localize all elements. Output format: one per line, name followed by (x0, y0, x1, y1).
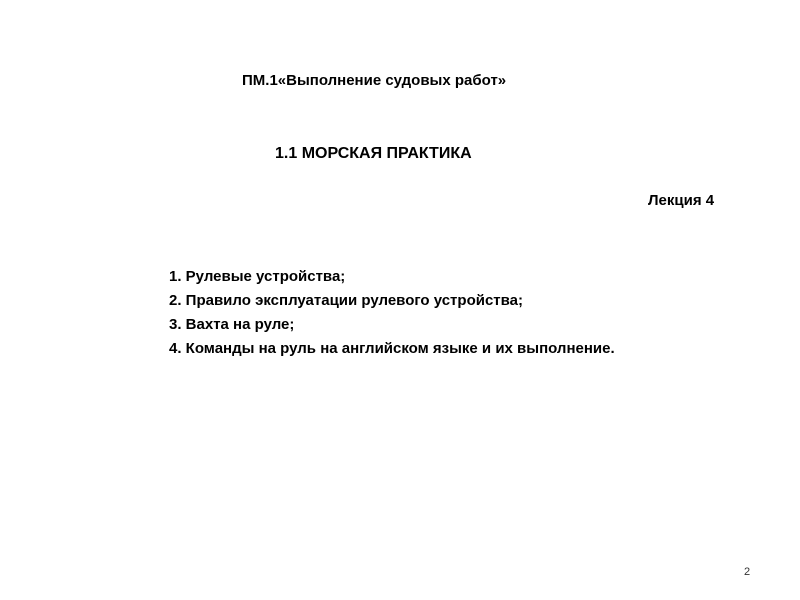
lecture-label: Лекция 4 (648, 192, 715, 209)
section-title: 1.1 МОРСКАЯ ПРАКТИКА (275, 145, 472, 162)
lecture-topics-list (169, 265, 615, 361)
topic-item: 3. Вахта на руле; (169, 316, 295, 333)
topic-item: 1. Рулевые устройства; (169, 268, 346, 285)
topic-item: 4. Команды на руль на английском языке и их выполнение. (169, 340, 615, 357)
module-title: ПМ.1«Выполнение судовых работ» (242, 72, 507, 89)
topic-item: 2. Правило эксплуатации рулевого устройства; (169, 292, 524, 309)
slide-page-number: 2 (744, 566, 751, 578)
